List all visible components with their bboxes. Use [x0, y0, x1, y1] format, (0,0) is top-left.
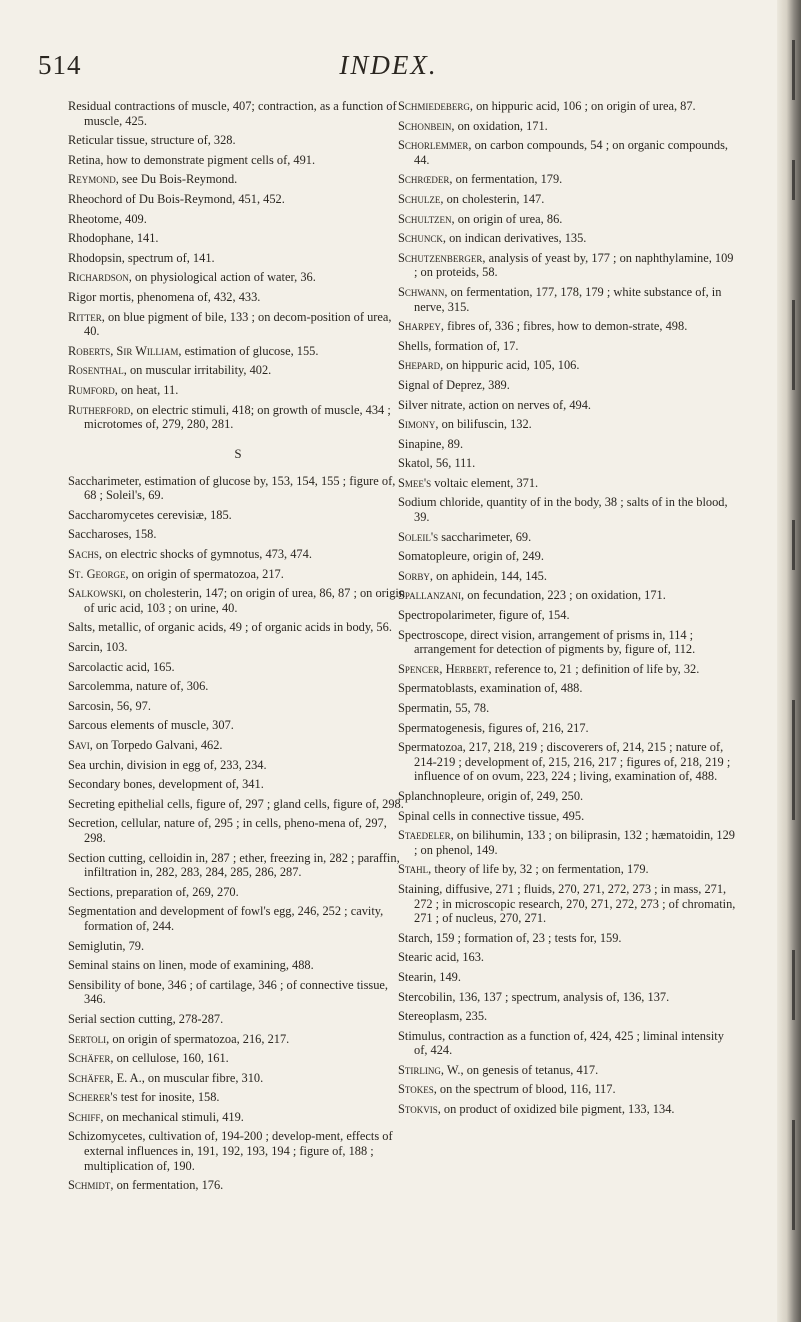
entry-name: Sharpey, [398, 319, 444, 334]
entry-name: Rosenthal, [68, 363, 127, 378]
index-entry [68, 344, 408, 359]
index-entry [398, 931, 736, 946]
index-entry [68, 251, 408, 266]
entry-text: Sarcin, 103. [68, 640, 128, 655]
entry-text: Rhodophane, 141. [68, 231, 159, 246]
index-entry [398, 456, 736, 471]
entry-text: Staining, diffusive, 271 ; fluids, 270, 271, 272, 273 ; in mass, 271, 272 ; in microscopic research, 270, 271, 272, 273 ; of chromatin, 271 ; of nucleus, 270, 271. [398, 881, 736, 926]
index-entry [68, 99, 408, 128]
entry-text: Silver nitrate, action on nerves of, 494. [398, 397, 592, 412]
entry-text: reference to, 21 ; definition of life by, 32. [491, 661, 700, 676]
entry-name: Spallanzani, [398, 588, 465, 603]
index-entry [398, 495, 736, 524]
index-entry [398, 740, 736, 784]
index-entry [398, 569, 736, 584]
entry-text: see Du Bois-Reymond. [118, 172, 238, 187]
index-entry [398, 172, 736, 187]
entry-text: on genesis of tetanus, 417. [463, 1062, 599, 1077]
index-entry [398, 99, 736, 114]
index-entry [398, 950, 736, 965]
entry-text: on heat, 11. [117, 382, 179, 397]
index-entry [398, 192, 736, 207]
entry-text: on cellulose, 160, 161. [113, 1051, 229, 1066]
entry-text: on Torpedo Galvani, 462. [92, 738, 223, 752]
entry-text: Secondary bones, development of, 341. [68, 777, 264, 792]
entry-text: Sections, preparation of, 269, 270. [68, 884, 239, 899]
entry-text: on carbon compounds, 54 ; on organic compounds, 44. [414, 138, 728, 167]
index-entry [68, 212, 408, 227]
index-entry [68, 1090, 408, 1105]
entry-name: Reymond, [68, 172, 119, 187]
entry-text: on fermentation, 176. [113, 1178, 224, 1193]
index-entry [398, 681, 736, 696]
entry-text: on hippuric acid, 106 ; on origin of urea, 87. [473, 99, 696, 113]
index-entry [398, 628, 736, 657]
index-entry [68, 153, 408, 168]
entry-text: Spermatozoa, 217, 218, 219 ; discoverers of, 214, 215 ; nature of, 214-219 ; development of, 215, 216, 217 ; figures of, 218, 219 ; influence of on ovum, 223, 224 ; living, examination of, 488. [398, 740, 731, 784]
index-entry [398, 119, 736, 134]
index-entry [68, 363, 408, 378]
entry-text: Rhodopsin, spectrum of, 141. [68, 250, 215, 265]
entry-name: Rutherford, [68, 402, 134, 417]
entry-text: on fermentation, 179. [452, 172, 563, 187]
index-entry [398, 662, 736, 677]
index-entry [68, 718, 408, 733]
entry-name: Schiff, [68, 1109, 104, 1124]
entry-name: Sachs, [68, 547, 102, 562]
entry-text: Stearin, 149. [398, 969, 461, 984]
entry-text: on origin of spermatozoa, 216, 217. [109, 1031, 290, 1046]
index-entry [398, 828, 736, 857]
entry-text: Sea urchin, division in egg of, 233, 234. [68, 757, 267, 772]
index-entry [398, 1063, 736, 1078]
entry-text: theory of life by, 32 ; on fermentation, 179. [431, 862, 649, 877]
entry-text: on electric stimuli, 418; on growth of muscle, 434 ; microtomes of, 279, 280, 281. [84, 402, 391, 432]
index-entry [398, 398, 736, 413]
entry-text: on indican derivatives, 135. [446, 231, 587, 246]
index-entry [68, 270, 408, 285]
index-entry [68, 660, 408, 675]
index-entry [398, 1029, 736, 1058]
index-entry [68, 699, 408, 714]
index-entry [398, 882, 736, 926]
entry-text: Somatopleure, origin of, 249. [398, 549, 544, 564]
entry-name: Simony, [398, 417, 439, 432]
entry-text: on muscular fibre, 310. [144, 1070, 264, 1085]
entry-name: Richardson, [68, 270, 132, 285]
index-entry [68, 1051, 408, 1066]
index-entry [68, 474, 408, 503]
entry-text: Seminal stains on linen, mode of examining, 488. [68, 958, 314, 973]
index-entry [398, 970, 736, 985]
index-entry [68, 738, 408, 753]
index-entry [398, 1102, 736, 1117]
entry-text: Signal of Deprez, 389. [398, 377, 510, 392]
entry-name: Stokvis, [398, 1102, 441, 1117]
entry-name: Schonbein, [398, 118, 455, 133]
index-entry [68, 1071, 408, 1086]
entry-text: on electric shocks of gymnotus, 473, 474. [102, 547, 312, 562]
entry-text: Sarcolactic acid, 165. [68, 659, 175, 674]
entry-text: on fecundation, 223 ; on oxidation, 171. [464, 588, 666, 603]
index-entry [398, 319, 736, 334]
entry-text: Section cutting, celloidin in, 287 ; ether, freezing in, 282 ; paraffin, infiltration in, 282, 283, 284, 285, 286, 287. [68, 850, 400, 880]
index-entry [68, 192, 408, 207]
index-entry [68, 1032, 408, 1047]
entry-text: on cholesterin, 147; on origin of urea, 86, 87 ; on origin of uric acid, 103 ; on urine, 40. [84, 586, 406, 615]
entry-text: on cholesterin, 147. [443, 191, 545, 206]
entry-text: saccharimeter, 69. [438, 529, 532, 544]
entry-name: Rumford, [68, 382, 118, 397]
index-entry [68, 231, 408, 246]
entry-text: Saccharimeter, estimation of glucose by, 153, 154, 155 ; figure of, 68 ; Soleil's, 69. [68, 473, 396, 503]
entry-text: Sarcosin, 56, 97. [68, 698, 151, 713]
entry-text: on fermentation, 177, 178, 179 ; white substance of, in nerve, 315. [414, 284, 722, 314]
entry-text: Reticular tissue, structure of, 328. [68, 133, 236, 148]
entry-name: Staedeler, [398, 828, 454, 843]
index-column-right [398, 99, 736, 1122]
index-entry [398, 138, 736, 167]
index-entry [398, 549, 736, 564]
index-entry [398, 339, 736, 354]
entry-name: Schmiedeberg, [398, 99, 473, 113]
index-entry [68, 290, 408, 305]
entry-text: Saccharomycetes cerevisiæ, 185. [68, 507, 232, 522]
entry-text: on bilifuscin, 132. [438, 417, 532, 432]
index-entry [68, 1178, 408, 1193]
index-entry [398, 1082, 736, 1097]
index-entry [398, 701, 736, 716]
entry-name: Schultzen, [398, 211, 455, 226]
entry-text: Rheotome, 409. [68, 211, 147, 226]
entry-text: Saccharoses, 158. [68, 527, 157, 542]
section-letter: S [234, 445, 242, 461]
entry-text: on mechanical stimuli, 419. [103, 1109, 244, 1124]
entry-text: Spermatin, 55, 78. [398, 701, 490, 715]
entry-text: Sarcolemma, nature of, 306. [68, 679, 209, 694]
entry-text: estimation of glucose, 155. [181, 343, 319, 358]
entry-name: Ritter, [68, 309, 105, 324]
index-entry [398, 285, 736, 314]
entry-text: Secreting epithelial cells, figure of, 297 ; gland cells, figure of, 298. [68, 796, 404, 811]
entry-text: Splanchnopleure, origin of, 249, 250. [398, 788, 584, 803]
index-entry [398, 437, 736, 452]
entry-name: Sertoli, [68, 1031, 110, 1046]
entry-name: Schrœder, [398, 172, 453, 187]
index-entry [68, 679, 408, 694]
entry-text: Starch, 159 ; formation of, 23 ; tests for, 159. [398, 930, 622, 945]
entry-text: Segmentation and development of fowl's egg, 246, 252 ; cavity, formation of, 244. [68, 904, 384, 933]
entry-name: Schulze, [398, 191, 444, 206]
index-entry [68, 939, 408, 954]
entry-text: Semiglutin, 79. [68, 938, 145, 953]
index-entry [398, 358, 736, 373]
index-entry [398, 862, 736, 877]
index-entry [68, 797, 408, 812]
entry-text: Sodium chloride, quantity of in the body, 38 ; salts of in the blood, 39. [398, 495, 728, 525]
entry-text: Retina, how to demonstrate pigment cells of, 491. [68, 152, 316, 167]
entry-text: on muscular irritability, 402. [126, 363, 272, 378]
entry-name: Smee's [398, 475, 432, 490]
entry-name: Schunck, [398, 231, 446, 246]
entry-text: on physiological action of water, 36. [131, 270, 316, 285]
index-entry [398, 476, 736, 491]
entry-text: Residual contractions of muscle, 407; contraction, as a function of muscle, 425. [68, 99, 397, 128]
entry-name: Schmidt, [68, 1178, 114, 1193]
entry-text: Rheochord of Du Bois-Reymond, 451, 452. [68, 191, 285, 206]
index-entry [398, 251, 736, 280]
entry-text: Serial section cutting, 278-287. [68, 1011, 224, 1026]
entry-text: Spectropolarimeter, figure of, 154. [398, 608, 570, 623]
running-title: INDEX. [339, 50, 438, 80]
index-entry [68, 1012, 408, 1027]
index-entry [398, 588, 736, 603]
index-entry [68, 527, 408, 542]
entry-name: Stokes, [398, 1082, 437, 1097]
index-entry [68, 586, 408, 615]
entry-text: Stimulus, contraction as a function of, 424, 425 ; liminal intensity of, 424. [398, 1028, 724, 1058]
index-entry [68, 508, 408, 523]
index-entry [68, 758, 408, 773]
index-entry [68, 851, 408, 880]
index-entry [68, 816, 408, 845]
entry-text: Sinapine, 89. [398, 436, 464, 451]
entry-text: on hippuric acid, 105, 106. [443, 358, 580, 373]
index-column-left [68, 99, 408, 1198]
index-entry [398, 212, 736, 227]
index-entry [68, 133, 408, 148]
entry-name: Salkowski, [68, 586, 126, 601]
entry-text: Schizomycetes, cultivation of, 194-200 ; develop-ment, effects of external influences in, 191, 192, 193, 194 ; figure of, 188 ; multiplication of, 190. [68, 1129, 393, 1173]
entry-text: Spermatoblasts, examination of, 488. [398, 681, 583, 696]
entry-text: on origin of urea, 86. [454, 211, 563, 226]
entry-text: Sarcous elements of muscle, 307. [68, 718, 234, 733]
entry-text: fibres of, 336 ; fibres, how to demon-strate, 498. [444, 319, 688, 334]
entry-name: Stahl, [398, 862, 432, 877]
index-entry [398, 608, 736, 623]
entry-name: Scherer's [68, 1090, 118, 1105]
entry-text: on origin of spermatozoa, 217. [128, 566, 284, 581]
index-entry [398, 530, 736, 545]
entry-text: on the spectrum of blood, 116, 117. [436, 1082, 616, 1097]
index-entry [398, 809, 736, 824]
entry-text: on blue pigment of bile, 133 ; on decom-position of urea, 40. [84, 309, 392, 339]
entry-text: Salts, metallic, of organic acids, 49 ; of organic acids in body, 56. [68, 620, 392, 635]
index-entry [68, 383, 408, 398]
entry-name: Shepard, [398, 358, 444, 373]
index-entry [68, 547, 408, 562]
entry-text: on product of oxidized bile pigment, 133, 134. [440, 1102, 675, 1117]
index-entry [68, 403, 408, 432]
entry-text: Spectroscope, direct vision, arrangement of prisms in, 114 ; arrangement for detection of pigments by, figure of, 112. [398, 627, 696, 657]
index-entry [68, 885, 408, 900]
index-entry [398, 789, 736, 804]
index-entry [68, 567, 408, 582]
entry-text: Rigor mortis, phenomena of, 432, 433. [68, 289, 261, 304]
index-entry [398, 378, 736, 393]
index-entry [68, 958, 408, 973]
entry-text: Skatol, 56, 111. [398, 456, 476, 471]
index-entry [68, 640, 408, 655]
index-entry [68, 1129, 408, 1173]
entry-name: Savi, [68, 738, 93, 752]
entry-text: Spinal cells in connective tissue, 495. [398, 808, 585, 823]
index-entry [398, 990, 736, 1005]
index-entry [398, 721, 736, 736]
entry-text: Sensibility of bone, 346 ; of cartilage, 346 ; of connective tissue, 346. [68, 977, 389, 1007]
entry-text: on aphidein, 144, 145. [433, 568, 547, 583]
entry-name: Soleil's [398, 529, 439, 544]
entry-text: voltaic element, 371. [431, 475, 539, 490]
entry-name: Schäfer, [68, 1051, 114, 1066]
entry-name: St. George, [68, 566, 129, 581]
index-entry [398, 231, 736, 246]
index-entry [68, 904, 408, 933]
entry-name: Schorlemmer, [398, 138, 472, 153]
index-entry [68, 620, 408, 635]
entry-text: Spermatogenesis, figures of, 216, 217. [398, 720, 589, 735]
entry-name: Schäfer, E. A., [68, 1070, 145, 1085]
entry-text: Stereoplasm, 235. [398, 1009, 488, 1024]
entry-text: analysis of yeast by, 177 ; on naphthylamine, 109 ; on proteids, 58. [414, 250, 734, 280]
index-entry [68, 310, 408, 339]
entry-name: Sorby, [398, 568, 433, 583]
index-entry [398, 1009, 736, 1024]
entry-name: Spencer, Herbert, [398, 661, 492, 676]
index-entry [68, 172, 408, 187]
page-number: 514 [38, 50, 82, 80]
entry-name: Roberts, Sir William, [68, 343, 182, 358]
entry-name: Schwann, [398, 284, 448, 299]
entry-text: test for inosite, 158. [117, 1090, 220, 1105]
index-entry [68, 777, 408, 792]
index-entry [68, 978, 408, 1007]
entry-name: Stirling, W., [398, 1062, 464, 1077]
entry-text: Secretion, cellular, nature of, 295 ; in cells, pheno-mena of, 297, 298. [68, 816, 387, 845]
entry-text: Shells, formation of, 17. [398, 338, 519, 353]
entry-text: on bilihumin, 133 ; on biliprasin, 132 ; hæmatoidin, 129 ; on phenol, 149. [414, 828, 735, 857]
index-entry [398, 417, 736, 432]
entry-text: Stearic acid, 163. [398, 950, 485, 965]
entry-text: on oxidation, 171. [454, 118, 548, 133]
entry-text: Stercobilin, 136, 137 ; spectrum, analysis of, 136, 137. [398, 989, 670, 1004]
page-header [38, 50, 739, 84]
index-entry [68, 1110, 408, 1125]
book-edge-shadow [777, 0, 801, 1322]
entry-name: Schutzenberger, [398, 250, 486, 265]
